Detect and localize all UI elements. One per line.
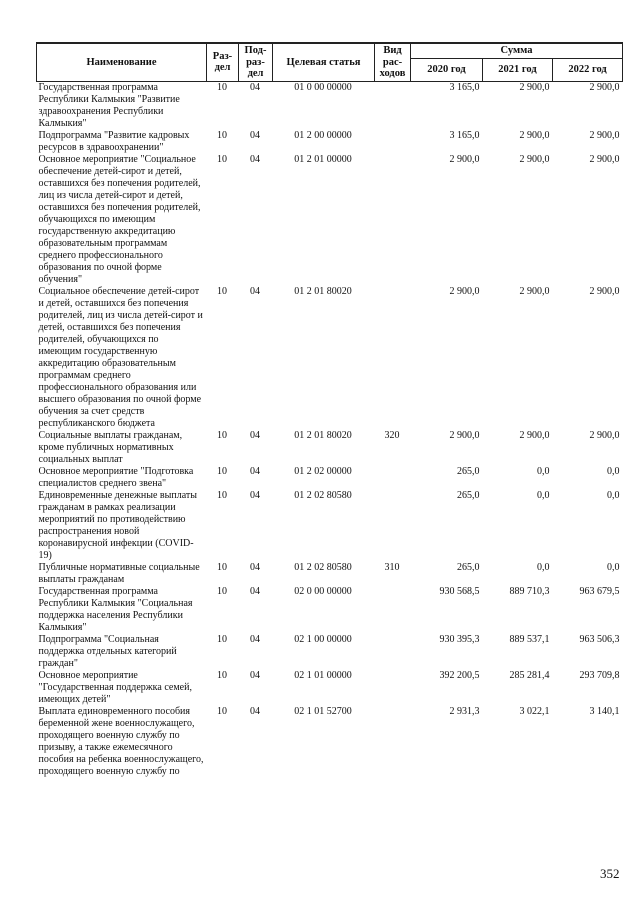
table-row (37, 430, 623, 466)
row-sum-2022: 2 900,0 (589, 429, 620, 441)
row-vid (375, 466, 411, 490)
row-sum-2021: 2 900,0 (519, 153, 550, 165)
table-row (37, 466, 623, 490)
row-podrazdel: 04 (250, 633, 260, 645)
header-razdel: Раз- дел (207, 43, 239, 81)
row-sum-2021: 3 022,1 (519, 705, 550, 717)
header-vid: Вид рас- ходов (375, 43, 411, 81)
row-podrazdel: 04 (250, 705, 260, 717)
row-name: Основное мероприятие "Подготовка специалистов среднего звена" (38, 465, 194, 489)
row-vid (375, 81, 411, 130)
row-razdel: 10 (217, 489, 227, 501)
row-sum-2020: 2 900,0 (449, 285, 480, 297)
row-vid (375, 634, 411, 670)
row-target: 02 1 00 00000 (294, 633, 352, 645)
row-target: 01 2 00 00000 (294, 129, 352, 141)
row-sum-2021: 2 900,0 (519, 285, 550, 297)
row-sum-2022: 2 900,0 (589, 285, 620, 297)
table-row (37, 154, 623, 286)
row-sum-2020: 2 900,0 (449, 429, 480, 441)
row-sum-2020: 2 900,0 (449, 153, 480, 165)
table-header (37, 43, 623, 81)
table-row (37, 706, 623, 778)
row-target: 01 2 01 00000 (294, 153, 352, 165)
header-year-2020: 2020 год (411, 58, 483, 81)
row-podrazdel: 04 (250, 129, 260, 141)
row-target: 01 2 02 80580 (294, 489, 352, 501)
row-sum-2021: 285 281,4 (509, 669, 550, 681)
row-name: Единовременные денежные выплаты гражданам в рамках реализации мероприятий по противодействию распространения новой коронавирусной инфекции (COVID-19) (38, 489, 197, 561)
row-podrazdel: 04 (250, 561, 260, 573)
budget-table (36, 42, 623, 778)
row-vid (375, 670, 411, 706)
row-sum-2021: 889 537,1 (509, 633, 550, 645)
header-podrazdel: Под- раз- дел (239, 43, 273, 81)
row-vid (375, 286, 411, 430)
row-razdel: 10 (217, 429, 227, 441)
row-razdel: 10 (217, 633, 227, 645)
row-razdel: 10 (217, 81, 227, 93)
row-razdel: 10 (217, 705, 227, 717)
row-vid (375, 706, 411, 778)
row-name: Выплата единовременного пособия беременной жене военнослужащего, проходящего военную службу по призыву, а также ежемесячного пособия на ребенка военнослужащего, проходящего военную службу по (38, 705, 204, 777)
row-vid (375, 130, 411, 154)
header-name: Наименование (37, 43, 207, 81)
row-podrazdel: 04 (250, 285, 260, 297)
row-target: 01 2 01 80020 (294, 429, 352, 441)
row-target: 02 1 01 52700 (294, 705, 352, 717)
table-row (37, 490, 623, 562)
row-sum-2022: 0,0 (607, 561, 620, 573)
row-sum-2020: 265,0 (457, 561, 480, 573)
row-razdel: 10 (217, 465, 227, 477)
row-razdel: 10 (217, 669, 227, 681)
row-name: Публичные нормативные социальные выплаты гражданам (38, 561, 200, 585)
row-name: Основное мероприятие "Государственная поддержка семей, имеющих детей" (38, 669, 192, 705)
row-sum-2022: 0,0 (607, 465, 620, 477)
row-sum-2020: 265,0 (457, 465, 480, 477)
table-row (37, 586, 623, 634)
row-sum-2021: 889 710,3 (509, 585, 550, 597)
row-sum-2020: 930 395,3 (439, 633, 480, 645)
row-name: Подпрограмма "Развитие кадровых ресурсов в здравоохранении" (38, 129, 190, 153)
table-row (37, 286, 623, 430)
row-sum-2020: 265,0 (457, 489, 480, 501)
row-vid (375, 154, 411, 286)
row-razdel: 10 (217, 561, 227, 573)
row-podrazdel: 04 (250, 489, 260, 501)
row-vid: 320 (384, 429, 400, 441)
header-year-2021: 2021 год (483, 58, 553, 81)
table-row (37, 634, 623, 670)
row-sum-2022: 963 679,5 (579, 585, 620, 597)
row-target: 01 0 00 00000 (294, 81, 352, 93)
row-razdel: 10 (217, 153, 227, 165)
row-sum-2021: 2 900,0 (519, 81, 550, 93)
row-podrazdel: 04 (250, 585, 260, 597)
row-sum-2020: 930 568,5 (439, 585, 480, 597)
row-vid: 310 (384, 561, 400, 573)
row-sum-2022: 963 506,3 (579, 633, 620, 645)
row-name: Социальные выплаты гражданам, кроме публичных нормативных социальных выплат (38, 429, 183, 465)
row-podrazdel: 04 (250, 465, 260, 477)
row-sum-2022: 0,0 (607, 489, 620, 501)
row-sum-2022: 293 709,8 (579, 669, 620, 681)
row-name: Социальное обеспечение детей-сирот и детей, оставшихся без попечения родителей, лиц из числа детей-сирот и детей, оставшихся без попечения родителей, обучающихся по имеющим государственную аккредитацию образовательным программам среднего профессионального образования или высшего образования по очной форме обучения за счет средств республиканского бюджета (38, 285, 203, 429)
row-target: 01 2 02 00000 (294, 465, 352, 477)
row-sum-2022: 2 900,0 (589, 81, 620, 93)
row-name: Государственная программа Республики Калмыкия "Развитие здравоохранения Республики Калмыкия" (38, 81, 180, 129)
header-target: Целевая статья (273, 43, 375, 81)
row-vid (375, 586, 411, 634)
header-summa: Сумма (411, 43, 623, 58)
row-sum-2021: 0,0 (537, 465, 550, 477)
row-target: 02 0 00 00000 (294, 585, 352, 597)
table-body (37, 81, 623, 778)
row-sum-2020: 392 200,5 (439, 669, 480, 681)
table-row (37, 670, 623, 706)
row-podrazdel: 04 (250, 669, 260, 681)
row-podrazdel: 04 (250, 153, 260, 165)
table-row (37, 130, 623, 154)
row-target: 02 1 01 00000 (294, 669, 352, 681)
row-razdel: 10 (217, 285, 227, 297)
row-sum-2021: 2 900,0 (519, 429, 550, 441)
row-razdel: 10 (217, 585, 227, 597)
row-sum-2022: 2 900,0 (589, 129, 620, 141)
row-sum-2020: 2 931,3 (449, 705, 480, 717)
row-target: 01 2 01 80020 (294, 285, 352, 297)
row-sum-2022: 2 900,0 (589, 153, 620, 165)
row-razdel: 10 (217, 129, 227, 141)
row-name: Подпрограмма "Социальная поддержка отдельных категорий граждан" (38, 633, 177, 669)
row-podrazdel: 04 (250, 429, 260, 441)
row-sum-2021: 2 900,0 (519, 129, 550, 141)
row-sum-2020: 3 165,0 (449, 129, 480, 141)
row-name: Основное мероприятие "Социальное обеспечение детей-сирот и детей, оставшихся без попечения родителей, лиц из числа детей-сирот и детей, оставшихся без попечения родителей, обучающихся по имеющим государственную аккредитацию образовательным программам среднего профессионального образования по очной форме обучения" (38, 153, 201, 285)
table-row (37, 81, 623, 130)
row-sum-2022: 3 140,1 (589, 705, 620, 717)
row-sum-2020: 3 165,0 (449, 81, 480, 93)
row-podrazdel: 04 (250, 81, 260, 93)
row-target: 01 2 02 80580 (294, 561, 352, 573)
table-row (37, 562, 623, 586)
row-sum-2021: 0,0 (537, 561, 550, 573)
row-name: Государственная программа Республики Калмыкия "Социальная поддержка населения Республики Калмыкия" (38, 585, 193, 633)
page-number: 352 (600, 866, 620, 881)
row-vid (375, 490, 411, 562)
header-year-2022: 2022 год (553, 58, 623, 81)
row-sum-2021: 0,0 (537, 489, 550, 501)
